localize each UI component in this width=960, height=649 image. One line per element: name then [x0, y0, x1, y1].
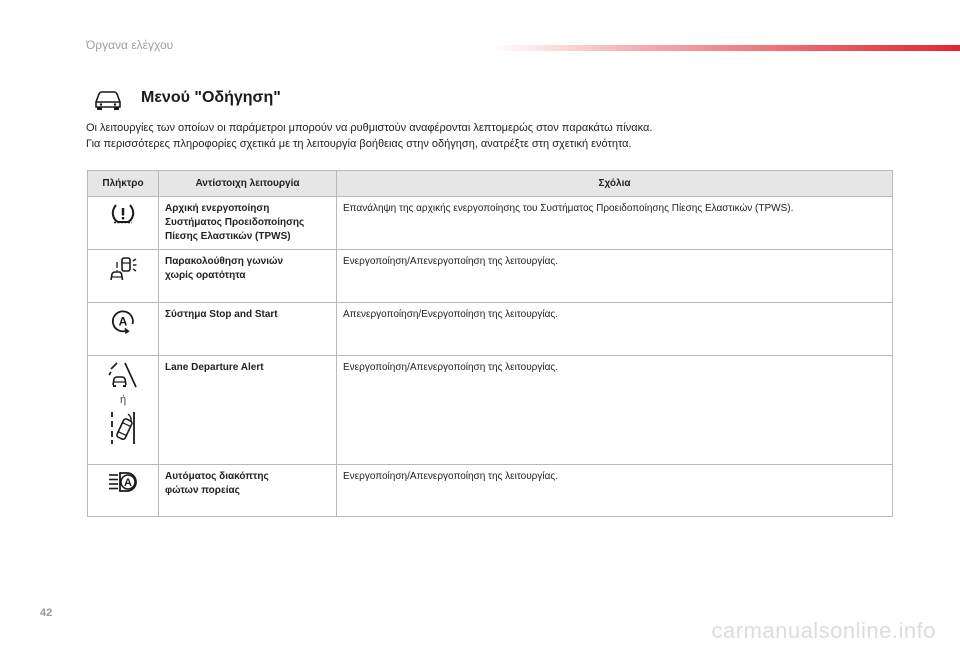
comment-cell: Επανάληψη της αρχικής ενεργοποίησης του Συστήματος Προειδοποίησης Πίεσης Ελαστικών (TPWS).	[337, 197, 893, 250]
key-cell	[88, 250, 159, 303]
table-row	[88, 356, 893, 465]
key-cell	[88, 303, 159, 356]
watermark: carmanualsonline.info	[711, 618, 936, 643]
section-header: Όργανα ελέγχου	[86, 38, 174, 52]
intro-line-2: Για περισσότερες πληροφορίες σχετικά με τη λειτουργία βοήθειας στην οδήγηση, ανατρέξτε στη σχετική ενότητα.	[86, 137, 632, 150]
lane-departure-top-view-icon	[108, 411, 138, 445]
key-cell	[88, 356, 159, 465]
table-row	[88, 465, 893, 517]
lane-departure-icon	[108, 361, 138, 389]
table-header-row	[88, 171, 893, 197]
comment-cell: Ενεργοποίηση/Απενεργοποίηση της λειτουργίας.	[337, 250, 893, 303]
comment-cell: Ενεργοποίηση/Απενεργοποίηση της λειτουργίας.	[337, 465, 893, 517]
svg-text:A: A	[124, 477, 132, 489]
blind-spot-monitoring-icon	[108, 255, 138, 283]
header-comments: Σχόλια	[337, 171, 893, 197]
function-cell: Αυτόματος διακόπτης φώτων πορείας	[159, 465, 337, 517]
functions-table	[87, 170, 893, 517]
stop-and-start-icon	[110, 308, 136, 334]
svg-text:A: A	[118, 314, 128, 329]
table-row	[88, 250, 893, 303]
page-number: 42	[40, 607, 53, 619]
intro-line-1: Οι λειτουργίες των οποίων οι παράμετροι μπορούν να ρυθμιστούν αναφέρονται λεπτομερώς στον παρακάτω πίνακα.	[86, 122, 653, 134]
header-function: Αντίστοιχη λειτουργία	[159, 171, 337, 197]
or-label: ή	[119, 394, 127, 406]
tyre-pressure-warning-icon	[110, 202, 136, 226]
table-row	[88, 303, 893, 356]
comment-cell: Απενεργοποίηση/Ενεργοποίηση της λειτουργίας.	[337, 303, 893, 356]
key-cell	[88, 465, 159, 517]
function-cell: Σύστημα Stop and Start	[159, 303, 337, 356]
car-icon	[93, 89, 123, 111]
auto-headlamp-icon	[107, 470, 139, 494]
intro-text	[86, 121, 652, 152]
function-cell: Παρακολούθηση γωνιών χωρίς ορατότητα	[159, 250, 337, 303]
table-row	[88, 197, 893, 250]
page-title: Μενού "Οδήγηση"	[141, 89, 281, 106]
header-key: Πλήκτρο	[88, 171, 159, 197]
header-accent-bar	[490, 45, 960, 51]
function-cell: Lane Departure Alert	[159, 356, 337, 465]
key-cell	[88, 197, 159, 250]
comment-cell: Ενεργοποίηση/Απενεργοποίηση της λειτουργίας.	[337, 356, 893, 465]
function-cell: Αρχική ενεργοποίηση Συστήματος Προειδοποίησης Πίεσης Ελαστικών (TPWS)	[159, 197, 337, 250]
